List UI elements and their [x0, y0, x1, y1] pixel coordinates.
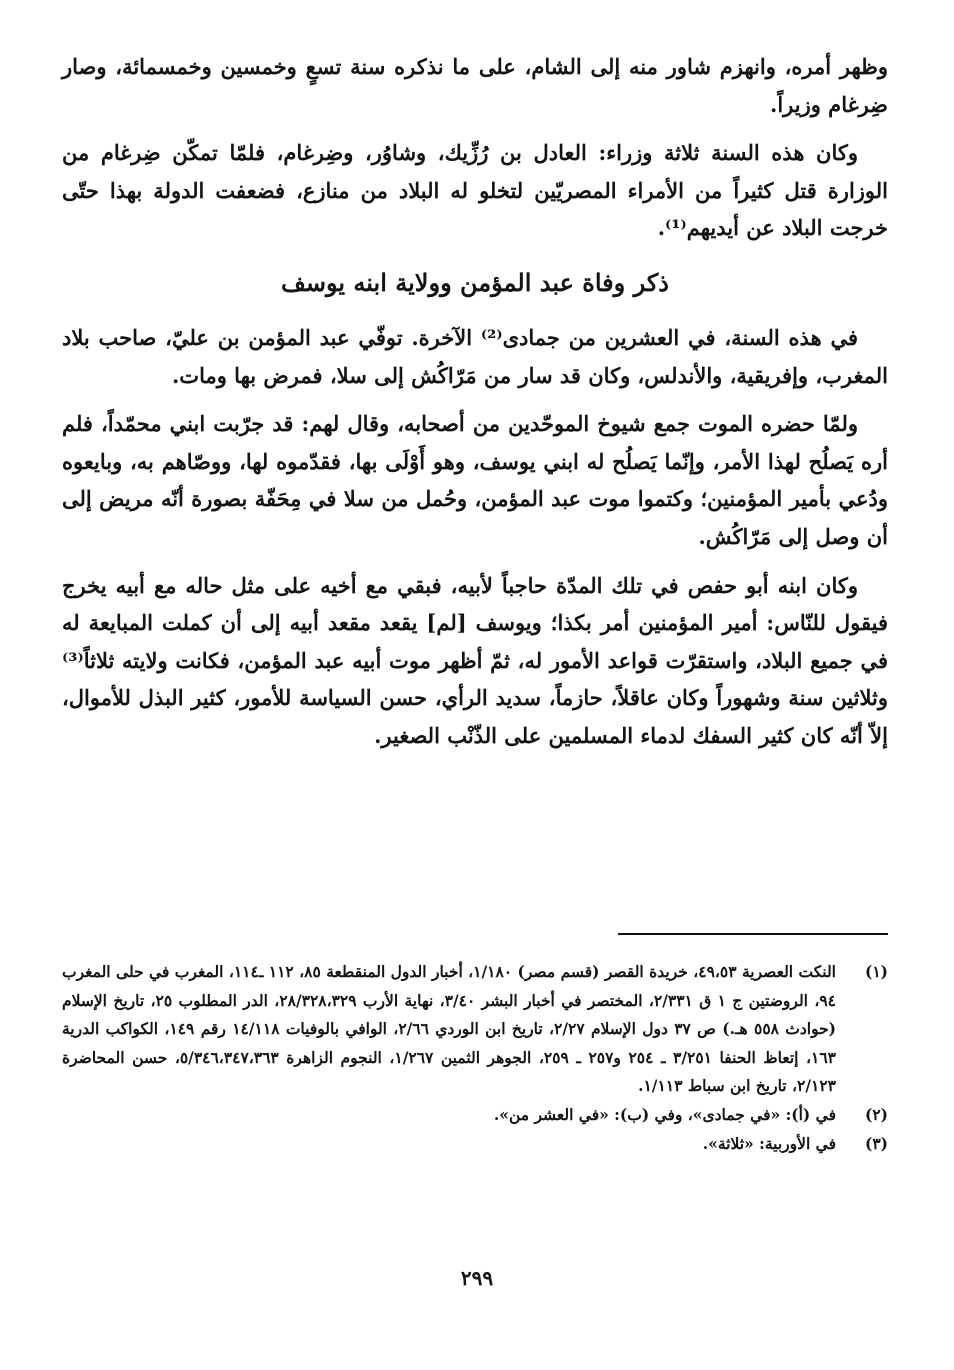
footnote-text: في الأوربية: «ثلاثة». [702, 1133, 836, 1153]
footnote-3 [62, 1130, 888, 1159]
section-paragraph-3: وكان ابنه أبو حفص في تلك المدّة حاجباً لأبيه، فبقي مع أخيه على مثل حاله مع أبيه يخرج فيقول للنّاس: أمير المؤمنين أمر بكذا؛ ويوسف [لم] يقعد مقعد أبيه إلى أن كملت المبايعة له في جميع البلاد، واستقرّت قواعد الأمور له، ثمّ أظهر موت أبيه عبد المؤمن، فكانت ولايته ثلاثاً⁽³⁾ وثلاثين سنة وشهوراً وكان عاقلاً، حازماً، سديد الرأي، حسن السياسة للأمور، كثير البذل للأموال، إلاّ أنّه كان كثير السفك لدماء المسلمين على الذّنْب الصغير. [62, 572, 888, 748]
footnotes [62, 958, 888, 1158]
section-paragraph-2: ولمّا حضره الموت جمع شيوخ الموحّدين من أصحابه، وقال لهم: قد جرّبت ابني محمّداً، فلم أره يَصلُح لهذا الأمر، وإنّما يَصلُح له ابني يوسف، وهو أَوْلَى بها، فقدّموه لها، ووصّاهم به، وبايعوه ودُعي بأمير المؤمنين؛ وكتموا موت عبد المؤمن، وحُمل من سلا في مِحَفّة بصورة أنّه مريض إلى أن وصل إلى مَرّاكُش. [62, 411, 888, 549]
footnote-divider [618, 933, 888, 935]
footnote-number: (٢) [864, 1104, 888, 1124]
paragraph-1: وظهر أمره، وانهزم شاور منه إلى الشام، على ما نذكره سنة تسعٍ وخمسين وخمسمائة، وصار ضِرغام وزيراً. [62, 54, 888, 117]
paragraph-2: وكان هذه السنة ثلاثة وزراء: العادل بن رُزِّيك، وشاوُر، وضِرغام، فلمّا تمكّن ضِرغام من الوزارة قتل كثيراً من الأمراء المصريّين لتخلو له البلاد من منازع، فضعفت الدولة بهذا حتّى خرجت البلاد عن أيديهم⁽¹⁾. [62, 140, 888, 241]
page-number: ٢٩٩ [460, 1266, 494, 1290]
footnote-1 [62, 958, 888, 1101]
footnote-number: (١) [864, 962, 888, 981]
page-body [62, 48, 888, 766]
footnote-text: النكت العصرية ٤٩،٥٣، خريدة القصر (قسم مصر) ١/١٨٠، أخبار الدول المنقطعة ٨٥، ١١٢ ـ١١٤، المغرب في حلى المغرب ٩٤، الروضتين ج ١ ق ٢/٣٣١، المختصر في أخبار البشر ٣/٤٠، نهاية الأرب ٢٨/٣٢٨،٣٢٩، الدر المطلوب ٢٥، تاريخ الإسلام (حوادث ٥٥٨ هـ.) ص ٣٧ دول الإسلام ٢/٢٧، تاريخ ابن الوردي ٢/٦٦، الوافي بالوفيات ١٤/١١٨ رقم ١٤٩، الكواكب الدرية ١٦٣، إتعاظ الحنفا ٣/٢٥١ ـ ٢٥٤ و٢٥٧ ـ ٢٥٩، الجوهر الثمين ١/٢٦٧، النجوم الزاهرة ٥/٣٤٦،٣٤٧،٣٦٣، حسن المحاضرة ٢/١٢٣، تاريخ ابن سباط ١/١١٣. [62, 962, 837, 1096]
section-paragraph-1: في هذه السنة، في العشرين من جمادى⁽²⁾ الآخرة. توفّي عبد المؤمن بن عليّ، صاحب بلاد المغرب، وإفريقية، والأندلس، وكان قد سار من مَرّاكُش إلى سلا، فمرض بها ومات. [62, 324, 888, 388]
footnote-number: (٣) [864, 1133, 888, 1153]
footnote-text: في (أ): «في جمادى»، وفي (ب): «في العشر من». [493, 1104, 836, 1124]
footnote-2 [62, 1101, 888, 1130]
section-heading: ذكر وفاة عبد المؤمن وولاية ابنه يوسف [281, 267, 669, 297]
